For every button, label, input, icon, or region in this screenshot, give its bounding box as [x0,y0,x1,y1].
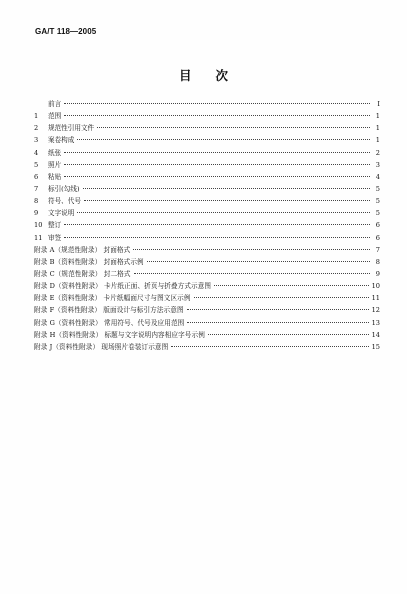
toc-dot-leader [64,115,370,116]
toc-entry[interactable] [34,122,380,134]
document-code: GA/T 118—2005 [35,27,97,36]
toc-entry-page: 15 [371,342,380,351]
toc-entry-label: 附录 G（资料性附录） 常用符号、代号及应用范围 [34,318,185,327]
toc-entry-page: 2 [375,148,380,157]
toc-entry-number: 10 [34,221,43,230]
toc-entry-number: 5 [34,160,39,169]
toc-entry-label: 附录 H（资料性附录） 标题与文字说明内容相应字号示例 [34,330,205,339]
table-of-contents [34,98,380,353]
toc-dot-leader [64,164,370,165]
toc-entry[interactable] [34,195,380,207]
toc-entry-label: 整订 [48,221,62,230]
toc-entry-page: 5 [375,209,380,218]
toc-entry-label: 附录 C（规范性附录） 封二格式 [34,269,131,278]
toc-dot-leader [84,200,370,201]
toc-entry-page: 3 [375,160,380,169]
page-title: 目次 [178,68,252,83]
toc-entry-number: 2 [34,124,39,133]
toc-dot-leader [187,309,369,310]
toc-entry-page: 11 [371,294,380,303]
toc-entry-page: 5 [375,184,380,193]
toc-dot-leader [97,127,370,128]
toc-entry[interactable] [34,183,380,195]
toc-dot-leader [64,237,370,238]
toc-entry-number: 11 [34,233,43,242]
toc-entry-page: I [377,100,380,108]
toc-entry-label: 粘贴 [48,172,62,181]
toc-entry-number: 1 [34,112,39,121]
toc-entry-page: 8 [375,257,380,266]
toc-entry[interactable] [34,147,380,159]
toc-entry-label: 规范性引用文件 [48,124,95,133]
toc-entry-label: 前言 [48,100,62,108]
toc-entry-label: 标引(勾线) [48,184,80,193]
toc-entry-label: 附录 B（资料性附录） 封面格式示例 [34,257,144,266]
toc-dot-leader [64,152,370,153]
toc-entry[interactable] [34,219,380,231]
toc-entry[interactable] [34,280,380,292]
toc-entry[interactable] [34,341,380,353]
toc-entry-label: 案卷构成 [48,136,75,145]
toc-entry-page: 1 [375,136,380,145]
toc-entry-label: 附录 D（资料性附录） 卡片纸正面、折页与折叠方式示意图 [34,282,212,291]
toc-dot-leader [171,346,368,347]
toc-dot-leader [194,297,369,298]
toc-entry-number: 8 [34,197,39,206]
toc-dot-leader [64,224,370,225]
toc-entry-number: 6 [34,172,39,181]
toc-dot-leader [214,285,368,286]
toc-entry-page: 10 [371,282,380,291]
toc-dot-leader [147,261,370,262]
toc-entry-page: 12 [371,306,380,315]
toc-entry[interactable] [34,268,380,280]
toc-entry-number: 7 [34,184,39,193]
toc-entry[interactable] [34,171,380,183]
toc-dot-leader [77,139,370,140]
toc-entry[interactable] [34,110,380,122]
toc-entry[interactable] [34,98,380,110]
toc-entry-label: 照片 [48,160,62,169]
toc-entry[interactable] [34,329,380,341]
toc-entry[interactable] [34,292,380,304]
toc-entry[interactable] [34,232,380,244]
toc-entry[interactable] [34,317,380,329]
toc-dot-leader [64,176,370,177]
toc-entry[interactable] [34,244,380,256]
toc-dot-leader [133,249,370,250]
toc-entry-label: 审签 [48,233,62,242]
toc-entry-number: 4 [34,148,39,157]
toc-entry-label: 文字说明 [48,209,75,218]
toc-entry-page: 1 [375,112,380,121]
toc-dot-leader [83,188,370,189]
toc-entry[interactable] [34,304,380,316]
toc-entry-page: 6 [375,221,380,230]
toc-entry-page: 4 [375,172,380,181]
toc-dot-leader [208,334,369,335]
toc-entry-number: 9 [34,209,39,218]
toc-entry-number: 3 [34,136,39,145]
toc-entry-label: 附录 A（规范性附录） 封面格式 [34,245,131,254]
toc-entry-label: 范围 [48,112,62,121]
toc-entry-label: 附录 J（资料性附录） 现场照片卷装订示意图 [34,342,169,351]
toc-entry-page: 7 [375,245,380,254]
toc-entry-label: 附录 F（资料性附录） 版面设计与标引方法示意图 [34,306,184,315]
toc-entry-page: 9 [375,269,380,278]
toc-dot-leader [77,212,370,213]
toc-entry-label: 纸张 [48,148,62,157]
toc-dot-leader [134,273,370,274]
toc-entry-page: 6 [375,233,380,242]
toc-entry-page: 13 [371,318,380,327]
toc-entry-page: 14 [371,330,380,339]
toc-entry[interactable] [34,134,380,146]
toc-dot-leader [64,103,370,104]
toc-entry-label: 符号、代号 [48,197,81,206]
toc-dot-leader [187,322,368,323]
toc-entry[interactable] [34,159,380,171]
toc-entry[interactable] [34,256,380,268]
toc-entry-page: 1 [375,124,380,133]
toc-entry[interactable] [34,207,380,219]
toc-entry-label: 附录 E（资料性附录） 卡片纸幅面尺寸与图文区示例 [34,294,191,303]
toc-entry-page: 5 [375,197,380,206]
